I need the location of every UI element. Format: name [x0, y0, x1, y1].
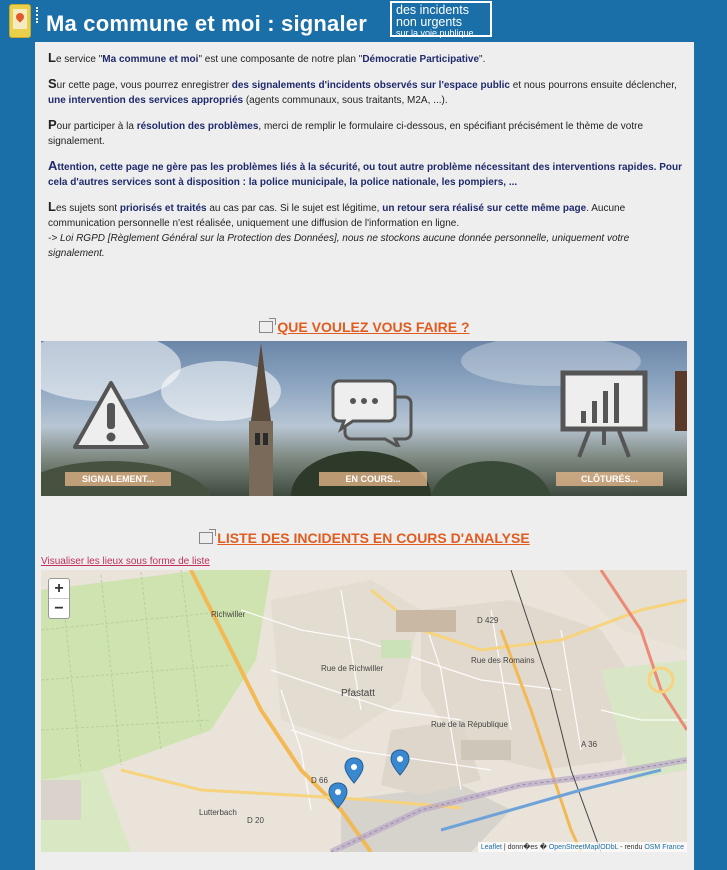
intro-paragraph-1: Le service "Ma commune et moi" est une composante de notre plan "Démocratie Participative".: [48, 50, 486, 65]
warning-icon[interactable]: [71, 379, 151, 451]
church-steeple-image: [231, 341, 291, 496]
action-banner: [41, 341, 687, 496]
header-badge: des incidents non urgents sur la voie publique: [390, 1, 492, 37]
closed-tile[interactable]: CLÔTURÉS...: [556, 472, 663, 486]
map-label-a36: A 36: [581, 740, 598, 749]
site-header: [0, 0, 727, 42]
map-label-rue-richwiller: Rue de Richwiller: [321, 664, 384, 673]
intro-paragraph-5: Les sujets sont priorisés et traités au cas par cas. Si le sujet est légitime, un retour sera réalisé sur cette même page. Aucune communication personnelle n'est réalisée, uniquement une diffusion de l'information en ligne. -> Loi RGPD [Règlement Général sur la Protection des Données], nous ne stockons aucune donnée personnelle, uniquement votre signalement.: [48, 199, 630, 259]
chart-board-icon[interactable]: [559, 369, 649, 461]
phone-pin-icon: [9, 4, 31, 38]
list-view-link[interactable]: Visualiser les lieux sous forme de liste: [41, 556, 210, 567]
external-link-icon: [199, 532, 213, 544]
intro-paragraph-4: Attention, cette page ne gère pas les problèmes liés à la sécurité, ou tout autre problème nécessitant des interventions rapides. Pour cela d'autres services sont à disposition : la police municipale, la police nationale, les pompiers, ...: [48, 158, 683, 188]
map-label-rue-romains: Rue des Romains: [471, 656, 535, 665]
incident-map[interactable]: [41, 570, 687, 852]
leaflet-link[interactable]: Leaflet: [480, 844, 502, 851]
section-what-to-do: [35, 318, 694, 336]
map-label-rue-republique: Rue de la République: [431, 720, 508, 729]
in-progress-tile[interactable]: EN COURS...: [319, 472, 427, 486]
map-label-d429: D 429: [477, 616, 499, 625]
speech-bubbles-icon[interactable]: [331, 379, 415, 447]
osm-link[interactable]: OpenStreetMap/ODbL: [548, 844, 619, 851]
zoom-in-button[interactable]: +: [49, 579, 69, 599]
osm-france-link[interactable]: OSM France: [644, 844, 684, 851]
intro-text: [48, 50, 683, 270]
zoom-out-button[interactable]: −: [54, 600, 64, 617]
section-incident-list: [35, 529, 694, 547]
report-tile[interactable]: SIGNALEMENT...: [65, 472, 171, 486]
zoom-control: [48, 578, 70, 619]
intro-paragraph-3: Pour participer à la résolution des problèmes, merci de remplir le formulaire ci-dessous, en spécifiant précisément le thème de votre signalement.: [48, 117, 644, 147]
map-label-pfastatt: Pfastatt: [341, 688, 375, 699]
external-link-icon: [259, 321, 273, 333]
site-title: Ma commune et moi : signaler: [46, 11, 368, 36]
intro-paragraph-2: Sur cette page, vous pourrez enregistrer des signalements d'incidents observés sur l'espace public et nous pourrons ensuite déclencher, une intervention des services appropriés (agents communaux, sous traitants, M2A, ...).: [48, 76, 677, 106]
map-label-d20: D 20: [247, 816, 264, 825]
map-label-d66: D 66: [311, 776, 328, 785]
map-tiles[interactable]: [41, 570, 687, 852]
map-label-richwiller: Richwiller: [211, 610, 246, 619]
what-to-do-link[interactable]: QUE VOULEZ VOUS FAIRE ?: [277, 318, 470, 335]
content-panel: [35, 42, 694, 870]
map-attribution: Leaflet | donn�es � OpenStreetMap/ODbL - rendu OSM France: [478, 842, 687, 852]
map-label-lutterbach: Lutterbach: [199, 808, 237, 817]
incident-list-link[interactable]: LISTE DES INCIDENTS EN COURS D'ANALYSE: [217, 529, 530, 546]
